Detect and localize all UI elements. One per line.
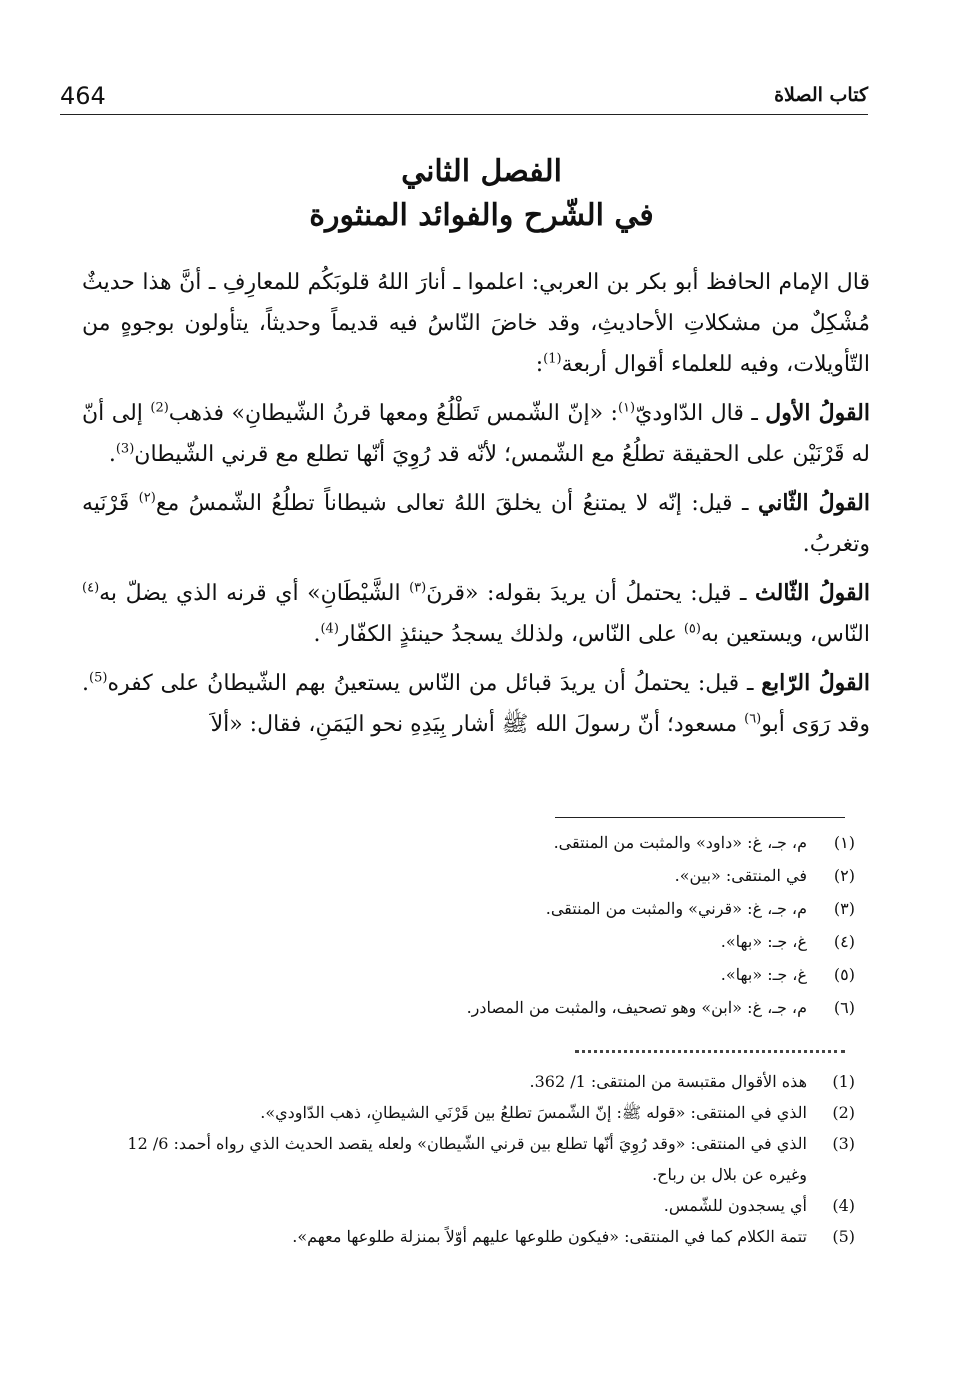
body-text [82,262,870,753]
footnote-rule [555,817,845,818]
opinion-two-paragraph [82,483,870,565]
footnote-item [90,1097,855,1128]
footnote-number: (١) [833,833,855,852]
opinion-four-label: القولُ الرّابع [761,670,870,696]
opinion-one-label: القولُ الأول [765,400,870,426]
opinion-three-text: النّاس، ويستعين به [700,622,870,647]
footnote-item [90,958,855,991]
editor-footnotes [90,1066,855,1252]
footnote-ref: (٤) [82,580,100,596]
footnote-ref: (٣) [409,580,427,596]
footnote-text: الذي في المنتقى: «قوله ﷺ: إنّ الشّمسَ تطلعُ بين قَرْنَي الشيطانِ، ذهب الدّاودي». [260,1103,807,1122]
footnote-text: في المنتقى: «بين». [674,866,807,885]
opinion-one-text: ـ قال الدّاوديّ [635,401,766,426]
footnote-ref: (٦) [744,711,762,727]
page-number: 464 [60,82,106,110]
footnote-text: م، جـ، غ: «ابن» وهو تصحيف، والمثبت من المصادر. [466,998,807,1017]
dotted-separator [575,1050,845,1053]
footnote-number: (2) [832,1103,855,1122]
opinion-two-text: ـ قيل: إنّه لا يمتنعُ أن يخلقَ اللهُ تعالى شيطاناً تطلُعُ الشّمسُ مع [155,491,758,516]
footnote-number: (٣) [833,899,855,918]
footnote-text: غ، جـ: «بها». [720,932,807,951]
opinion-one-end: . [108,442,116,467]
footnote-number: (٢) [833,866,855,885]
footnote-item [90,991,855,1024]
footnote-item [90,1221,855,1252]
header-rule [60,114,868,115]
opinion-three-paragraph [82,573,870,655]
opinion-three-end: . [313,622,321,647]
footnote-item [90,925,855,958]
footnote-ref: (٥) [683,621,701,637]
intro-end: : [535,352,544,377]
footnote-number: (4) [832,1196,855,1215]
footnote-text: أي يسجدون للشّمس. [663,1196,807,1215]
chapter-heading [0,150,963,238]
footnote-ref: (1) [543,351,562,367]
footnote-text: هذه الأقوال مقتبسة من المنتقى: 1/ 362. [529,1072,807,1091]
footnote-number: (٥) [833,965,855,984]
footnote-item [90,1128,855,1190]
footnote-number: (5) [832,1227,855,1246]
opinion-two-label: القولُ الثّاني [757,490,870,516]
opinion-one-text: إلى أنّ له قَرْنَيْن على الحقيقة تطلُعُ مع الشّمس؛ لأنّه قد رُوِيَ أنّها تطلع مع قرني الشّيطان [82,401,870,467]
footnote-ref: (2) [150,400,169,416]
footnote-item [90,859,855,892]
chapter-title: الفصل الثاني [401,154,562,189]
opinion-two-text: قَرْنَيه وتغربُ. [82,491,870,557]
footnote-ref: (١) [617,400,636,416]
opinion-one-paragraph [82,393,870,475]
footnote-ref: (5) [89,670,108,686]
footnote-ref: (3) [115,441,135,457]
chapter-subtitle: في الشّرح والفوائد المنثورة [309,198,654,233]
page-header [60,78,868,114]
footnote-ref: (4) [320,621,339,637]
intro-text: قال الإمام الحافظ أبو بكر بن العربي: اعلموا ـ أنارَ اللهُ قلوبَكُم للمعارِفِ ـ أنَّ هذا حديثٌ مُشْكِلٌ من مشكلاتِ الأحاديثِ، وقد خاضَ النّاسُ فيه قديماً وحديثاً، يتأولون بوجوهٍ من التّأويلات، وفيه للعلماء أقوال أربعة [82,270,870,377]
opinion-four-paragraph [82,663,870,745]
opinion-three-text: على النّاس، ولذلك يسجدُ حينئذٍ الكفّار [338,622,684,647]
opinion-three-text: ـ قيل: يحتملُ أن يريدَ بقوله: «قرنَ [426,581,756,606]
footnote-ref: (٢) [138,490,156,506]
opinion-one-text: : «إنّ الشّمس تَطْلُعُ ومعها قرنُ الشّيطانِ» فذهب [168,401,618,426]
footnote-item [90,826,855,859]
running-title: كتاب الصلاة [774,84,868,106]
manuscript-footnotes [90,826,855,1024]
footnote-text: م، جـ، غ: «قرني» والمثبت من المنتقى. [545,899,807,918]
opinion-four-text: ـ قيل: يحتملُ أن يريدَ قبائل من النّاس يستعينُ بهم الشّيطانُ على كفره [107,671,762,696]
opinion-four-text: . وقد رَوَى أبو [82,671,870,737]
footnote-number: (3) [832,1134,855,1153]
footnote-text: م، جـ، غ: «داود» والمثبت من المنتقى. [553,833,807,852]
opinion-three-label: القولُ الثّالث [755,580,870,606]
footnote-number: (1) [832,1072,855,1091]
footnote-item [90,892,855,925]
footnote-number: (٤) [833,932,855,951]
footnote-text: غ، جـ: «بها». [720,965,807,984]
footnote-text: الذي في المنتقى: «وقد رُوِيَ أنّها تطلع بين قرني الشّيطان» ولعله يقصد الحديث الذي رواه أحمد: 6/ 12 وغيره عن بلال بن رباح. [127,1134,807,1184]
intro-paragraph [82,262,870,385]
footnote-item [90,1190,855,1221]
footnote-number: (٦) [833,998,855,1017]
footnote-text: تتمة الكلام كما في المنتقى: «فيكون طلوعها عليهم أوّلاً بمنزلة طلوعها معهم». [292,1227,807,1246]
opinion-three-text: الشَّيْطَانِ» أي قرنه الذي يضلّ به [99,581,410,606]
footnote-item [90,1066,855,1097]
opinion-four-text: مسعود؛ أنّ رسولَ الله ﷺ أشار بِيَدِهِ نحو اليَمَنِ، فقال: «ألاَ [210,712,745,737]
